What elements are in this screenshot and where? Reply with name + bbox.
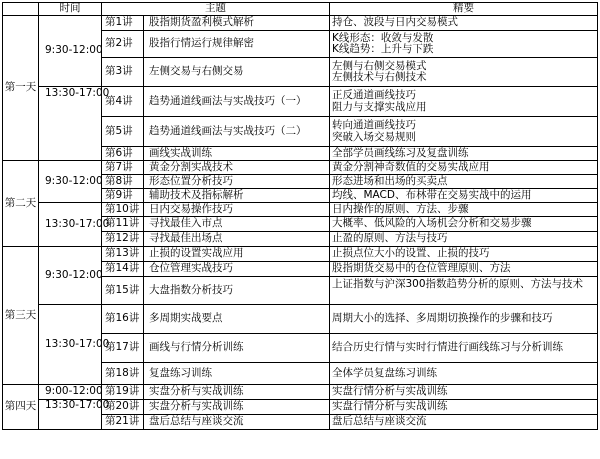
lesson-number: 第20讲 bbox=[102, 400, 144, 415]
lesson-number: 第10讲 bbox=[102, 203, 144, 217]
lesson-subject: 辅助技术及指标解析 bbox=[144, 189, 330, 203]
lesson-summary bbox=[330, 363, 598, 385]
summary-line: 正反通道画线技巧 bbox=[332, 89, 416, 101]
lesson-number: 第3讲 bbox=[102, 58, 144, 87]
summary-line: 结合历史行情与实时行情进行画线练习与分析训练 bbox=[332, 341, 563, 354]
lesson-number: 第17讲 bbox=[102, 334, 144, 363]
summary-line: 阻力与支撑实战应用 bbox=[332, 100, 427, 113]
lesson-summary bbox=[330, 232, 598, 247]
lesson-number: 第1讲 bbox=[102, 16, 144, 31]
summary-line: 日内操作的原则、方法、步骤 bbox=[332, 202, 469, 215]
lesson-number: 第7讲 bbox=[102, 161, 144, 175]
summary-line: 持仓、波段与日内交易模式 bbox=[332, 16, 458, 29]
summary-line: K线形态：收敛与发散 bbox=[332, 31, 434, 44]
time-slot: 9:30-12:00 bbox=[39, 247, 102, 305]
lesson-number: 第19讲 bbox=[102, 385, 144, 400]
lesson-subject: 形态位置分析技巧 bbox=[144, 175, 330, 189]
lesson-number: 第11讲 bbox=[102, 217, 144, 232]
lesson-summary bbox=[330, 189, 598, 203]
lesson-summary bbox=[330, 161, 598, 175]
day-label: 第二天 bbox=[3, 161, 39, 247]
time-slot: 13:30-17:00 bbox=[39, 400, 102, 430]
time-slot: 13:30-17:00 bbox=[39, 305, 102, 385]
table-row bbox=[3, 87, 598, 117]
time-slot: 13:30-17:00 bbox=[39, 203, 102, 247]
lesson-subject: 趋势通道线画法与实战技巧（二） bbox=[144, 117, 330, 147]
table-row bbox=[3, 203, 598, 217]
lesson-subject: 止损的设置实战应用 bbox=[144, 247, 330, 262]
lesson-summary bbox=[330, 277, 598, 305]
lesson-subject: 仓位管理实战技巧 bbox=[144, 262, 330, 277]
summary-line: 实盘行情分析与实战训练 bbox=[332, 400, 448, 413]
lesson-subject: 盘后总结与座谈交流 bbox=[144, 415, 330, 430]
time-slot: 9:00-12:00 bbox=[39, 385, 102, 400]
lesson-subject: 多周期实战要点 bbox=[144, 305, 330, 334]
lesson-number: 第12讲 bbox=[102, 232, 144, 247]
lesson-summary bbox=[330, 203, 598, 217]
summary-line: 全部学员画线练习及复盘训练 bbox=[332, 146, 469, 159]
summary-line: 盘后总结与座谈交流 bbox=[332, 415, 427, 428]
lesson-subject: 趋势通道线画法与实战技巧（一） bbox=[144, 87, 330, 117]
summary-line: 左侧与右侧交易模式 bbox=[332, 59, 427, 72]
summary-line: 实盘行情分析与实战训练 bbox=[332, 385, 448, 398]
lesson-subject: 寻找最佳出场点 bbox=[144, 232, 330, 247]
lesson-number: 第8讲 bbox=[102, 175, 144, 189]
day-label: 第一天 bbox=[3, 16, 39, 161]
lesson-summary bbox=[330, 217, 598, 232]
lesson-subject: 寻找最佳入市点 bbox=[144, 217, 330, 232]
lesson-number: 第13讲 bbox=[102, 247, 144, 262]
lesson-number: 第5讲 bbox=[102, 117, 144, 147]
lesson-number: 第4讲 bbox=[102, 87, 144, 117]
lesson-subject: 画线与行情分析训练 bbox=[144, 334, 330, 363]
summary-line: 突破入场交易规则 bbox=[332, 130, 416, 143]
summary-line: 左侧技术与右侧技术 bbox=[332, 71, 427, 83]
time-slot: 9:30-12:00 bbox=[39, 161, 102, 203]
header-row bbox=[3, 3, 598, 16]
lesson-subject: 实盘分析与实战训练 bbox=[144, 400, 330, 415]
header-topic: 主题 bbox=[102, 3, 330, 16]
day-label: 第三天 bbox=[3, 247, 39, 385]
table-row bbox=[3, 16, 598, 31]
lesson-summary bbox=[330, 415, 598, 430]
lesson-summary bbox=[330, 175, 598, 189]
summary-line: 转向通道画线技巧 bbox=[332, 119, 416, 131]
course-schedule-table bbox=[2, 2, 598, 430]
lesson-subject: 日内交易操作技巧 bbox=[144, 203, 330, 217]
lesson-number: 第15讲 bbox=[102, 277, 144, 305]
lesson-summary bbox=[330, 247, 598, 262]
lesson-number: 第18讲 bbox=[102, 363, 144, 385]
lesson-summary bbox=[330, 147, 598, 161]
lesson-subject: 画线实战训练 bbox=[144, 147, 330, 161]
lesson-subject: 复盘练习训练 bbox=[144, 363, 330, 385]
table-row bbox=[3, 247, 598, 262]
table-row bbox=[3, 305, 598, 334]
lesson-number: 第9讲 bbox=[102, 189, 144, 203]
lesson-summary bbox=[330, 31, 598, 58]
lesson-summary bbox=[330, 117, 598, 147]
header-time: 时间 bbox=[39, 3, 102, 16]
summary-line: 止盈的原则、方法与技巧 bbox=[332, 232, 448, 245]
summary-line: 黄金分割神奇数值的交易实战应用 bbox=[332, 160, 490, 173]
lesson-number: 第6讲 bbox=[102, 147, 144, 161]
lesson-subject: 股指行情运行规律解密 bbox=[144, 31, 330, 58]
lesson-summary bbox=[330, 87, 598, 117]
lesson-subject: 大盘指数分析技巧 bbox=[144, 277, 330, 305]
lesson-summary bbox=[330, 16, 598, 31]
table-row bbox=[3, 385, 598, 400]
time-slot: 9:30-12:00 bbox=[39, 16, 102, 87]
lesson-number: 第14讲 bbox=[102, 262, 144, 277]
day-label: 第四天 bbox=[3, 385, 39, 430]
lesson-number: 第21讲 bbox=[102, 415, 144, 430]
summary-line: 上证指数与沪深300指数趋势分析的原则、方法与技术 bbox=[332, 278, 584, 290]
summary-line: 止损点位大小的设置、止损的技巧 bbox=[332, 247, 490, 260]
table-row bbox=[3, 400, 598, 415]
summary-line: 大概率、低风险的入场机会分析和交易步骤 bbox=[332, 217, 532, 230]
summary-line: 周期大小的选择、多周期切换操作的步骤和技巧 bbox=[332, 312, 553, 325]
lesson-summary bbox=[330, 334, 598, 363]
lesson-subject: 实盘分析与实战训练 bbox=[144, 385, 330, 400]
summary-line: 全体学员复盘练习训练 bbox=[332, 366, 437, 379]
lesson-number: 第2讲 bbox=[102, 31, 144, 58]
lesson-subject: 黄金分割实战技术 bbox=[144, 161, 330, 175]
header-day-blank bbox=[3, 3, 39, 16]
header-summary: 精要 bbox=[330, 3, 598, 16]
lesson-summary bbox=[330, 305, 598, 334]
lesson-subject: 股指期货盈利模式解析 bbox=[144, 16, 330, 31]
time-slot: 13:30-17:00 bbox=[39, 87, 102, 161]
summary-line: K线趋势：上升与下跌 bbox=[332, 43, 434, 55]
lesson-summary bbox=[330, 262, 598, 277]
summary-line: 形态进场和出场的买卖点 bbox=[332, 174, 448, 187]
summary-line: 均线、MACD、布林带在交易实战中的运用 bbox=[332, 188, 532, 201]
lesson-summary bbox=[330, 58, 598, 87]
lesson-summary bbox=[330, 400, 598, 415]
lesson-number: 第16讲 bbox=[102, 305, 144, 334]
summary-line: 股指期货交易中的仓位管理原则、方法 bbox=[332, 262, 511, 275]
table-row bbox=[3, 161, 598, 175]
lesson-summary bbox=[330, 385, 598, 400]
lesson-subject: 左侧交易与右侧交易 bbox=[144, 58, 330, 87]
